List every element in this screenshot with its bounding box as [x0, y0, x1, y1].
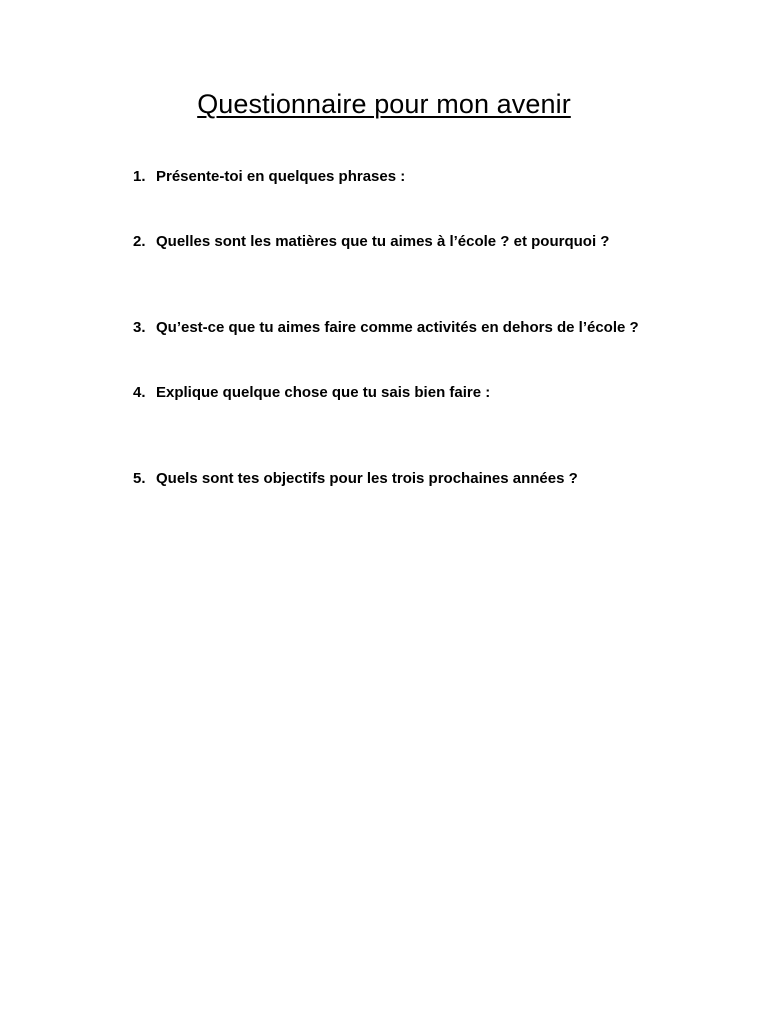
question-text: Qu’est-ce que tu aimes faire comme activités en dehors de l’école ? — [156, 319, 639, 336]
question-number: 2. — [133, 233, 146, 250]
question-text: Présente-toi en quelques phrases : — [156, 168, 406, 185]
document-title: Questionnaire pour mon avenir — [197, 89, 571, 119]
question-number: 3. — [133, 319, 146, 336]
question-number: 1. — [133, 168, 146, 185]
question-number: 5. — [133, 470, 146, 487]
question-item — [133, 232, 733, 252]
question-number: 4. — [133, 384, 146, 401]
question-item — [133, 469, 733, 489]
question-text: Explique quelque chose que tu sais bien faire : — [156, 384, 491, 401]
question-text: Quelles sont les matières que tu aimes à l’école ? et pourquoi ? — [156, 233, 610, 250]
question-item — [133, 383, 733, 403]
question-item — [133, 318, 733, 338]
question-text: Quels sont tes objectifs pour les trois prochaines années ? — [156, 470, 578, 487]
question-item — [133, 167, 733, 187]
